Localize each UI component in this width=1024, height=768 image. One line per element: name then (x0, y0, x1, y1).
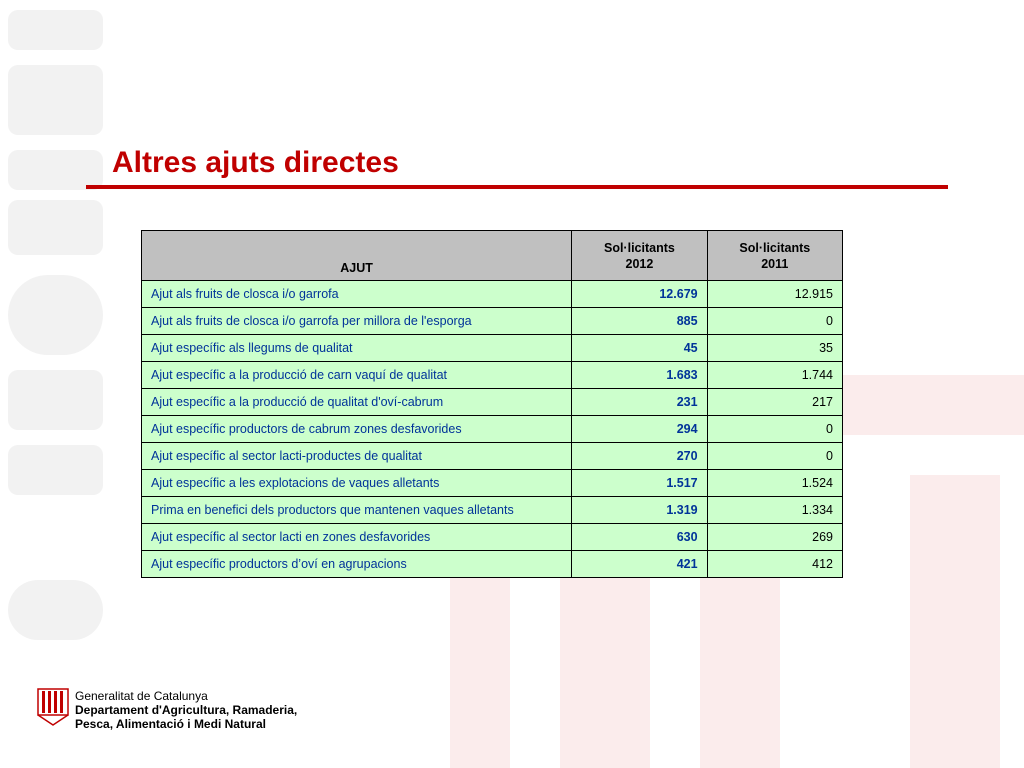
cell-2011: 0 (707, 416, 842, 443)
cell-2011: 0 (707, 443, 842, 470)
cell-ajut: Ajut específic a les explotacions de vaques alletants (142, 470, 572, 497)
cell-2011: 35 (707, 335, 842, 362)
header-sol-2011-line2: 2011 (761, 256, 789, 271)
cell-2012: 270 (572, 443, 707, 470)
generalitat-shield-icon (37, 688, 69, 726)
table-row (142, 362, 843, 389)
cell-2011: 0 (707, 308, 842, 335)
table-row (142, 524, 843, 551)
table-row (142, 443, 843, 470)
cell-2012: 885 (572, 308, 707, 335)
cell-2012: 421 (572, 551, 707, 578)
cell-2012: 1.319 (572, 497, 707, 524)
cell-2011: 12.915 (707, 281, 842, 308)
header-sol-2012-line2: 2012 (625, 256, 654, 271)
table-row (142, 308, 843, 335)
footer-org-block (75, 689, 297, 731)
cell-ajut: Ajut als fruits de closca i/o garrofa (142, 281, 572, 308)
cell-2012: 1.517 (572, 470, 707, 497)
table-row (142, 281, 843, 308)
cell-2012: 12.679 (572, 281, 707, 308)
footer-org: Generalitat de Catalunya (75, 689, 208, 703)
cell-2012: 294 (572, 416, 707, 443)
cell-2012: 45 (572, 335, 707, 362)
title-underline (86, 185, 948, 189)
cell-ajut: Ajut específic al sector lacti en zones desfavorides (142, 524, 572, 551)
cell-ajut: Ajut específic a la producció de carn vaquí de qualitat (142, 362, 572, 389)
table-row (142, 389, 843, 416)
footer-dept-line1: Departament d'Agricultura, Ramaderia, (75, 703, 298, 717)
cell-ajut: Ajut específic al sector lacti-productes de qualitat (142, 443, 572, 470)
cell-2011: 1.744 (707, 362, 842, 389)
header-sol-2012-line1: Sol·licitants (603, 240, 675, 255)
cell-ajut: Ajut als fruits de closca i/o garrofa per millora de l'esporga (142, 308, 572, 335)
cell-ajut: Ajut específic productors d’oví en agrupacions (142, 551, 572, 578)
table-row (142, 335, 843, 362)
cell-2011: 1.524 (707, 470, 842, 497)
cell-2012: 1.683 (572, 362, 707, 389)
watermark-left (0, 0, 120, 768)
table-row (142, 470, 843, 497)
cell-2012: 630 (572, 524, 707, 551)
header-sol-2011-line1: Sol·licitants (739, 240, 811, 255)
table-row (142, 551, 843, 578)
header-sol-2012 (572, 231, 707, 281)
header-ajut: AJUT (142, 231, 572, 281)
table-row (142, 497, 843, 524)
cell-ajut: Ajut específic productors de cabrum zones desfavorides (142, 416, 572, 443)
cell-2011: 1.334 (707, 497, 842, 524)
ajuts-table (141, 230, 843, 578)
footer-dept-line2: Pesca, Alimentació i Medi Natural (75, 717, 266, 731)
cell-ajut: Ajut específic a la producció de qualitat d'oví-cabrum (142, 389, 572, 416)
header-sol-2011 (707, 231, 842, 281)
cell-2011: 269 (707, 524, 842, 551)
cell-2011: 217 (707, 389, 842, 416)
table-row (142, 416, 843, 443)
table-header-row (142, 231, 843, 281)
cell-2011: 412 (707, 551, 842, 578)
cell-ajut: Ajut específic als llegums de qualitat (142, 335, 572, 362)
cell-ajut: Prima en benefici dels productors que mantenen vaques alletants (142, 497, 572, 524)
cell-2012: 231 (572, 389, 707, 416)
page-title: Altres ajuts directes (112, 146, 399, 179)
